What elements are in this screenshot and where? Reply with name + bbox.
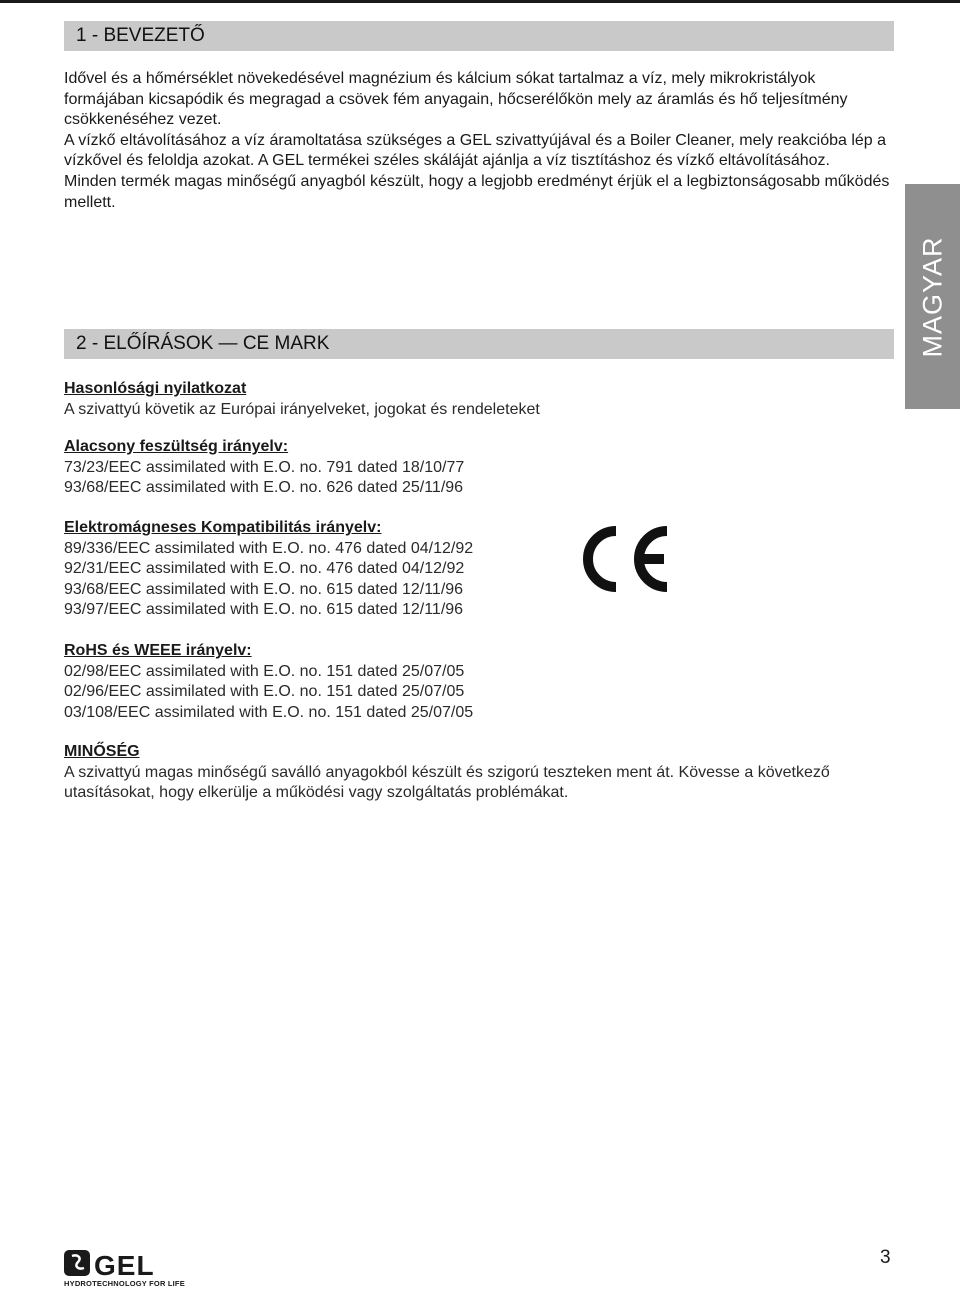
rohs-line: 03/108/EEC assimilated with E.O. no. 151 dated 25/07/05 — [64, 703, 474, 721]
quality-heading: MINŐSÉG — [64, 743, 140, 760]
intro-paragraph-1: Idővel és a hőmérséklet növekedésével magnézium és kálcium sókat tartalmaz a víz, mely mikrokristályok formájában kicsapódik és megragad a csövek fém anyagain, hőcserélőkön mely az áramlás és hő teljesítmény csökkenéséhez vezet. — [64, 70, 848, 129]
conformity-block — [64, 379, 684, 420]
top-rule — [0, 0, 960, 3]
intro-paragraph-2: A vízkő eltávolításához a víz áramoltatása szükséges a GEL szivattyújával és a Boiler Cleaner, mely reakcióba lép a vízkővel és feloldja azokat. A GEL termékei széles skáláját ajánlja a víz tisztításhoz és vízkő eltávolításához. — [64, 131, 887, 170]
rohs-line: 02/98/EEC assimilated with E.O. no. 151 dated 25/07/05 — [64, 662, 465, 680]
conformity-heading: Hasonlósági nyilatkozat — [64, 380, 247, 397]
rohs-block — [64, 641, 624, 723]
low-voltage-line: 93/68/EEC assimilated with E.O. no. 626 dated 25/11/96 — [64, 479, 464, 497]
language-tab-label: MAGYAR — [917, 235, 947, 358]
footer-tagline: HYDROTECHNOLOGY FOR LIFE — [64, 1279, 185, 1288]
emc-line: 92/31/EEC assimilated with E.O. no. 476 dated 04/12/92 — [64, 560, 465, 578]
low-voltage-heading: Alacsony feszültség irányelv: — [64, 438, 289, 455]
quality-text: A szivattyú magas minőségű saválló anyagokból készült és szigorú teszteken ment át. Kövesse a következő utasításokat, hogy elkerülje a működési vagy szolgáltatás problémákat. — [64, 763, 830, 802]
emc-heading: Elektromágneses Kompatibilitás irányelv: — [64, 519, 382, 536]
emc-line: 89/336/EEC assimilated with E.O. no. 476 dated 04/12/92 — [64, 539, 474, 557]
rohs-line: 02/96/EEC assimilated with E.O. no. 151 dated 25/07/05 — [64, 683, 465, 701]
section-1-body — [64, 69, 894, 213]
quality-block — [64, 742, 894, 804]
emc-block — [64, 518, 624, 621]
rohs-heading: RoHS és WEEE irányelv: — [64, 642, 252, 659]
low-voltage-block — [64, 437, 624, 499]
emc-line: 93/97/EEC assimilated with E.O. no. 615 dated 12/11/96 — [64, 601, 464, 619]
low-voltage-line: 73/23/EEC assimilated with E.O. no. 791 dated 18/10/77 — [64, 458, 465, 476]
conformity-text: A szivattyú követik az Európai irányelveket, jogokat és rendeleteket — [64, 400, 540, 418]
gel-logo-text: GEL — [94, 1250, 155, 1281]
intro-paragraph-3: Minden termék magas minőségű anyagból készült, hogy a legjobb eredményt érjük el a legbiztonságosabb működés mellett. — [64, 172, 890, 211]
page-number: 3 — [880, 1247, 891, 1268]
ce-mark-icon — [574, 523, 672, 595]
language-tab — [905, 184, 960, 409]
section-2-title: 2 - ELŐÍRÁSOK — CE MARK — [64, 329, 894, 359]
emc-line: 93/68/EEC assimilated with E.O. no. 615 dated 12/11/96 — [64, 580, 464, 598]
section-1-title: 1 - BEVEZETŐ — [64, 21, 894, 51]
